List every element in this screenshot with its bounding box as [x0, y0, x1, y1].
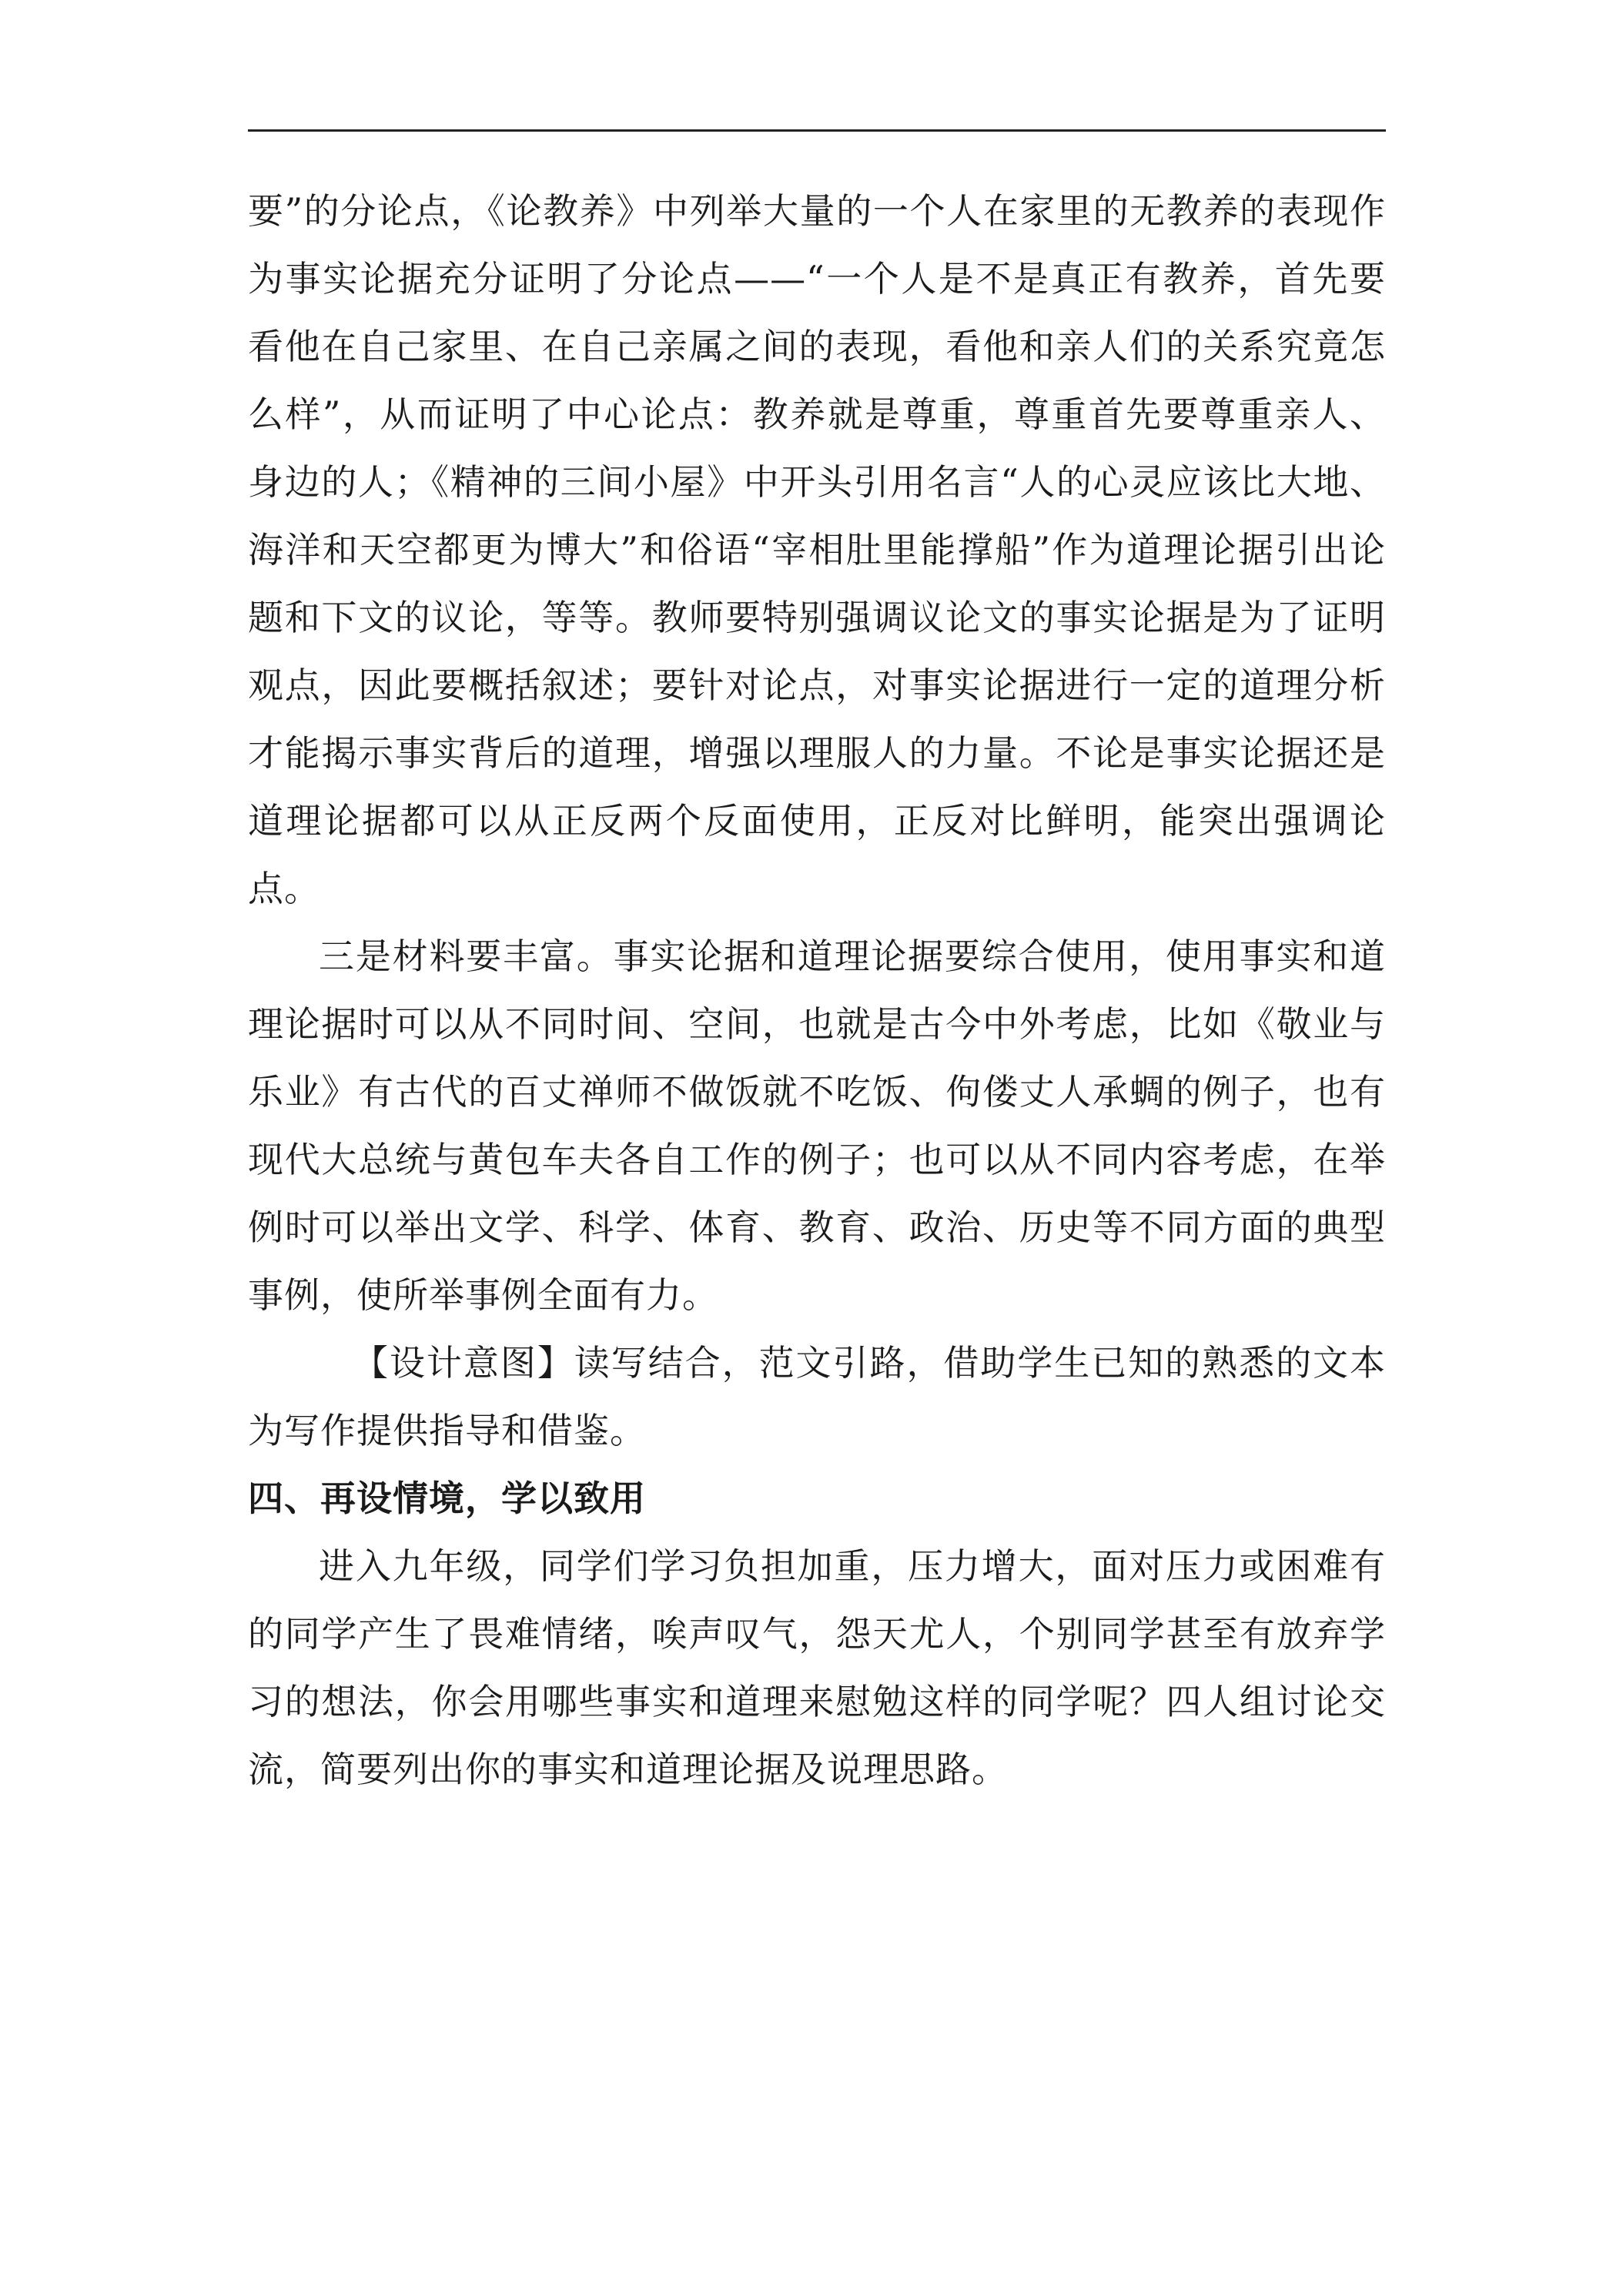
document-body: [248, 177, 1386, 1803]
header-rule: [248, 129, 1386, 132]
section-heading: 四、再设情境，学以致用: [248, 1478, 646, 1519]
paragraph-task-prompt: 进入九年级，同学们学习负担加重，压力增大，面对压力或困难有的同学产生了畏难情绪，唉声叹气，怨天尤人，个别同学甚至有放弃学习的想法，你会用哪些事实和道理来慰勉这样的同学呢？四人组讨论交流，简要列出你的事实和道理论据及说理思路。: [248, 1545, 1386, 1790]
paragraph-design-intent: 【设计意图】读写结合，范文引路，借助学生已知的熟悉的文本为写作提供指导和借鉴。: [248, 1342, 1386, 1451]
paragraph-third-point: 三是材料要丰富。事实论据和道理论据要综合使用，使用事实和道理论据时可以从不同时间、空间，也就是古今中外考虑，比如《敬业与乐业》有古代的百丈禅师不做饭就不吃饭、佝偻丈人承蜩的例子，也有现代大总统与黄包车夫各自工作的例子；也可以从不同内容考虑，在举例时可以举出文学、科学、体育、教育、政治、历史等不同方面的典型事例，使所举事例全面有力。: [248, 935, 1386, 1316]
paragraph-continued: 要”的分论点，《论教养》中列举大量的一个人在家里的无教养的表现作为事实论据充分证明了分论点——“一个人是不是真正有教养，首先要看他在自己家里、在自己亲属之间的表现，看他和亲人们的关系究竟怎么样”，从而证明了中心论点：教养就是尊重，尊重首先要尊重亲人、身边的人；《精神的三间小屋》中开头引用名言“人的心灵应该比大地、海洋和天空都更为博大”和俗语“宰相肚里能撑船”作为道理论据引出论题和下文的议论，等等。教师要特别强调议论文的事实论据是为了证明观点，因此要概括叙述；要针对论点，对事实论据进行一定的道理分析才能揭示事实背后的道理，增强以理服人的力量。不论是事实论据还是道理论据都可以从正反两个反面使用，正反对比鲜明，能突出强调论点。: [248, 190, 1386, 909]
